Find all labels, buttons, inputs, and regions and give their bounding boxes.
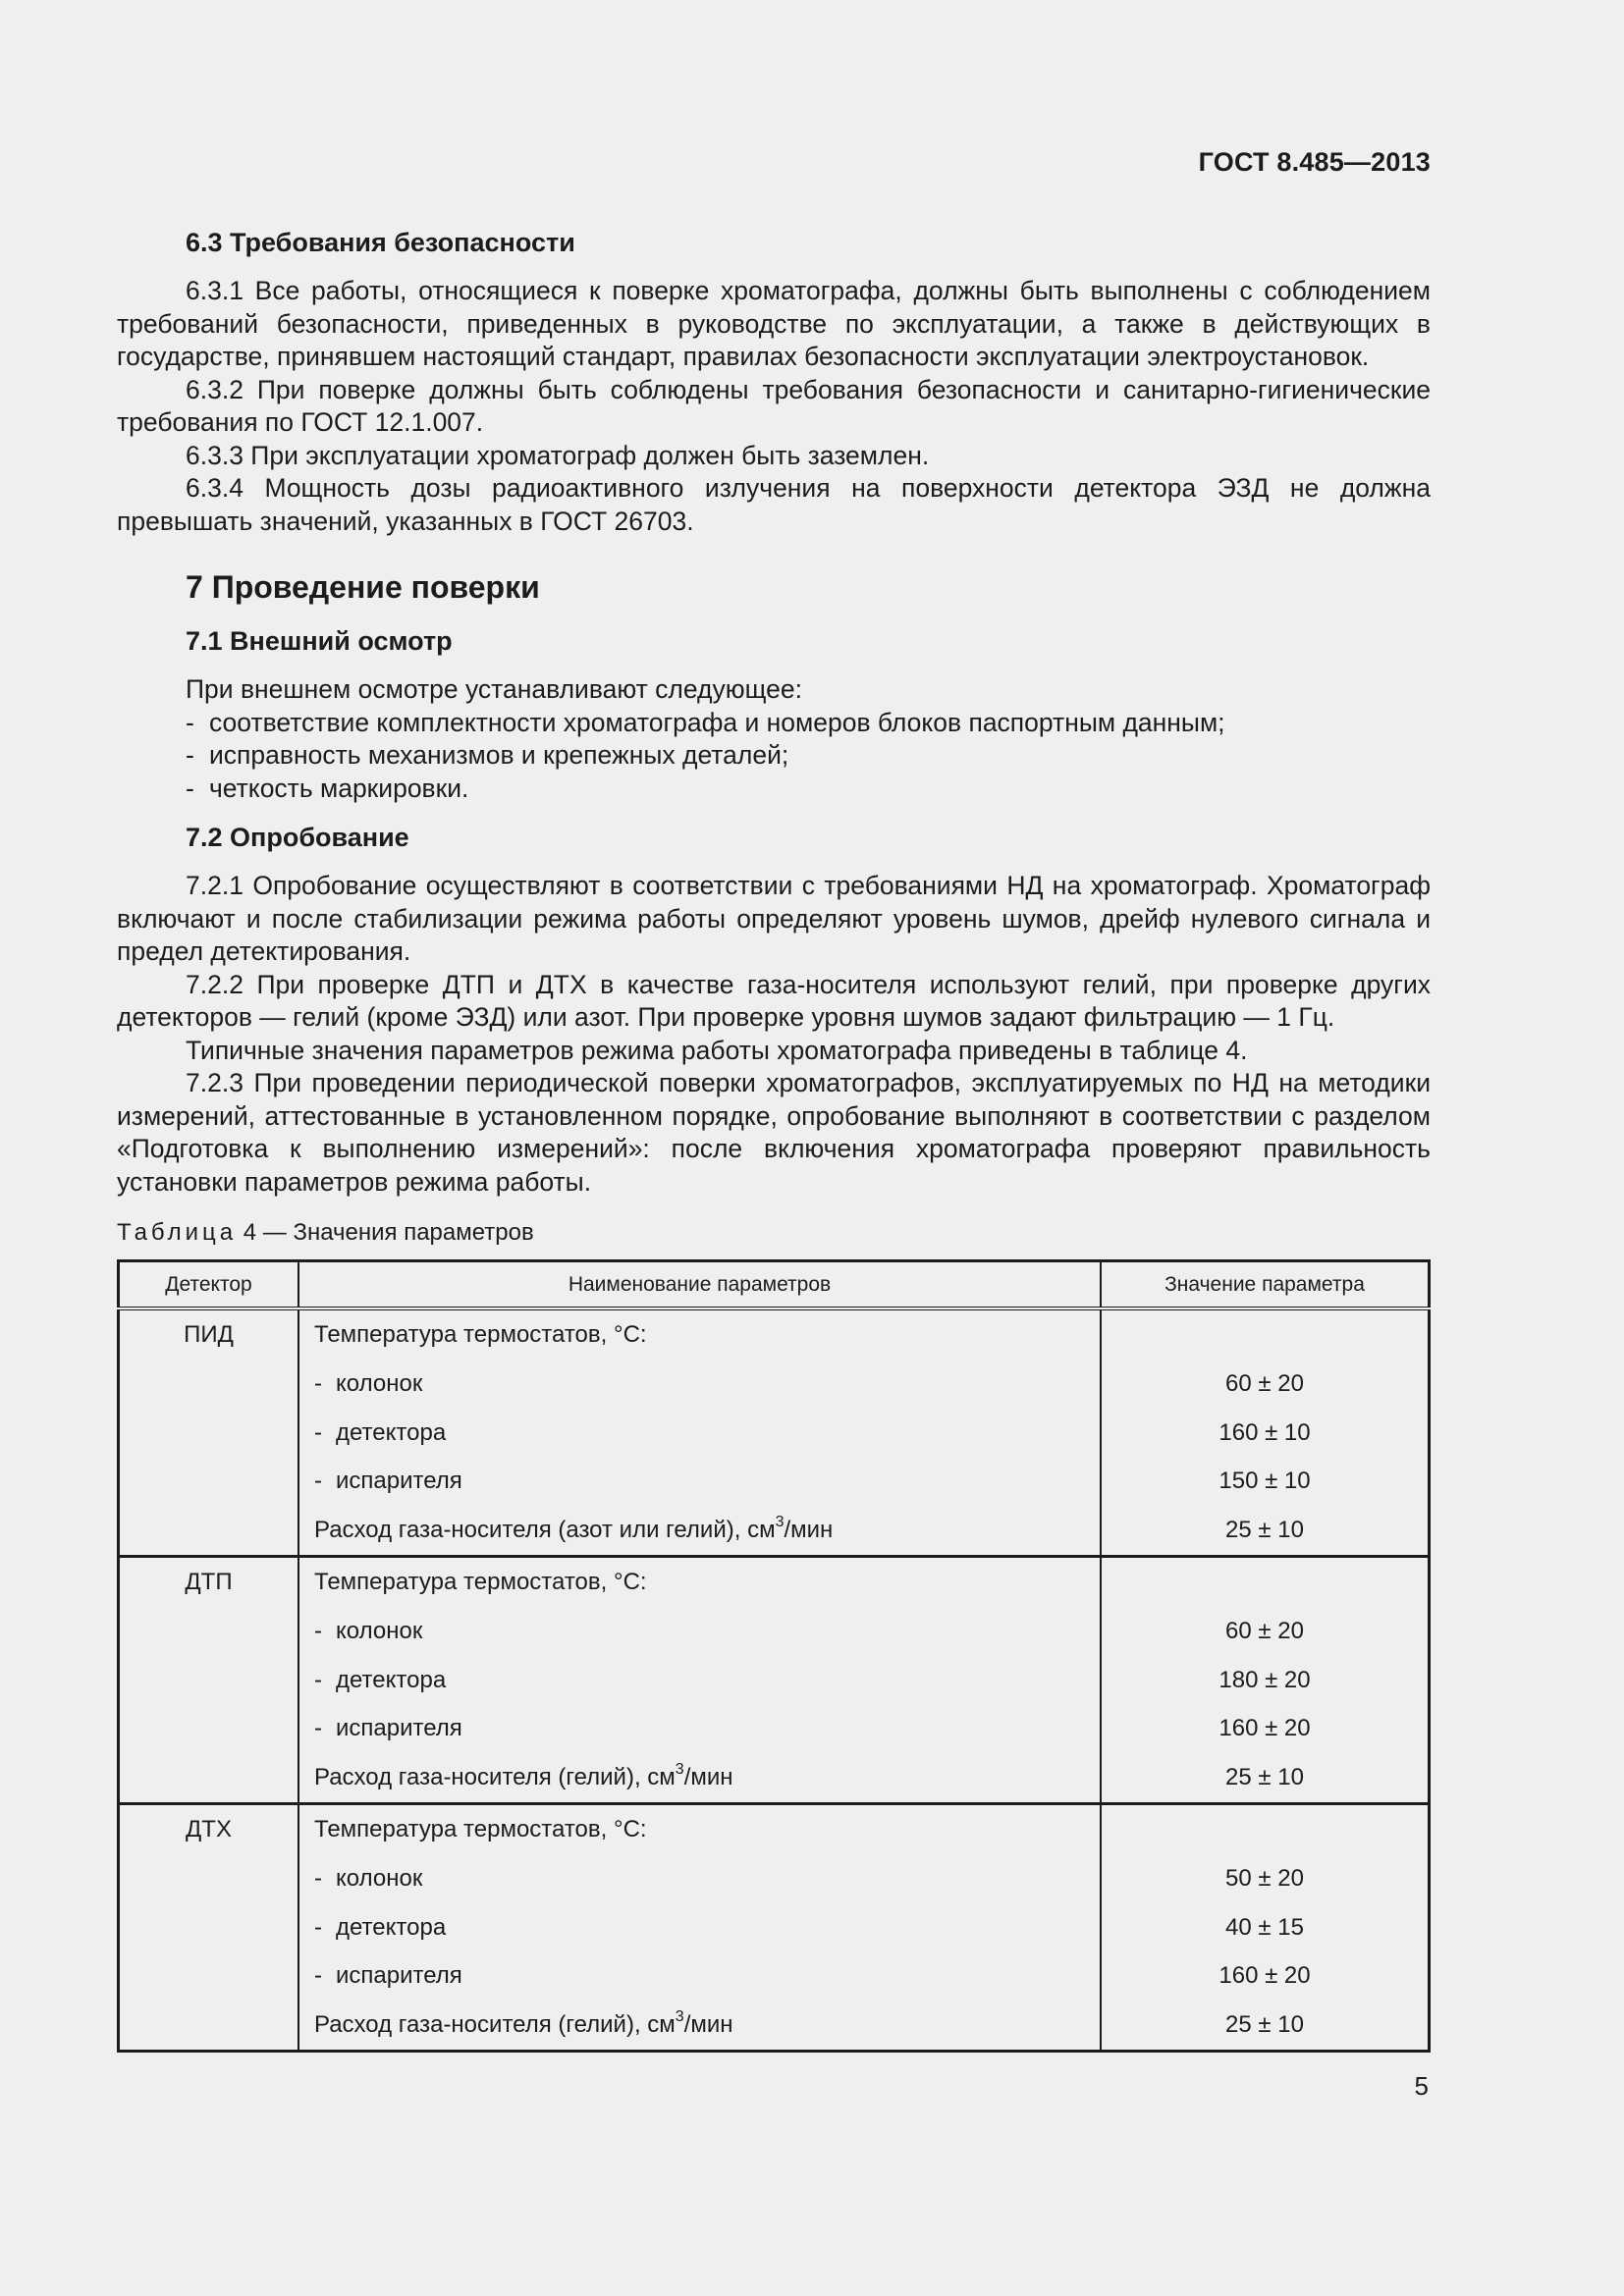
list-item: - четкость маркировки. <box>186 773 1431 806</box>
param-value: 160 ± 20 <box>1218 1962 1311 1990</box>
parameter-values-cell <box>1101 1556 1430 1803</box>
dash-marker: - <box>186 707 194 737</box>
paragraph-6-3-3: 6.3.3 При эксплуатации хроматограф должен быть заземлен. <box>186 440 930 470</box>
param-item: - испарителя <box>314 1715 462 1742</box>
table-caption-label: Таблица <box>117 1219 238 1246</box>
param-item: - детектора <box>314 1418 447 1446</box>
list-item: - соответствие комплектности хроматографа и номеров блоков паспортным данным; <box>186 707 1431 740</box>
detector-cell <box>119 1556 299 1803</box>
flow-label: Расход газа-носителя (азот или гелий), $см^3$/мин <box>314 1514 834 1544</box>
detector-name: ДТХ <box>186 1815 232 1842</box>
param-value: 180 ± 20 <box>1218 1666 1311 1693</box>
table-header-row <box>119 1261 1430 1309</box>
header-parameter-value: Значение параметра <box>1101 1261 1430 1309</box>
table-caption <box>117 1216 1431 1250</box>
section-7-title: 7 Проведение поверки <box>186 569 540 605</box>
detector-cell <box>119 1803 299 2051</box>
flow-value: 25 ± 10 <box>1225 2011 1304 2039</box>
flow-label: Расход газа-носителя (гелий), $см^3$/мин <box>314 1761 733 1791</box>
param-item: - испарителя <box>314 1468 462 1495</box>
temperature-label: Температура термостатов, °С: <box>314 1321 647 1348</box>
dash-marker: - <box>186 740 194 770</box>
header-detector: Детектор <box>119 1261 299 1309</box>
content <box>117 224 1431 2053</box>
list-item: - исправность механизмов и крепежных деталей; <box>186 739 1431 773</box>
parameter-values-cell <box>1101 1308 1430 1556</box>
paragraph-7-2-3: 7.2.3 При проведении периодической поверки хроматографов, эксплуатируемых по НД на методики измерений, аттестованные в установленном порядке, опробование выполняют в соответствии с разделом «Подготовка к выполнению измерений»: после включения хроматографа проверяют правильность установки параметров режима работы. <box>117 1068 1431 1197</box>
flow-label: Расход газа-носителя (гелий), $см^3$/мин <box>314 2008 733 2039</box>
param-item: - колонок <box>314 1864 423 1892</box>
paragraph-6-3-4: 6.3.4 Мощность дозы радиоактивного излучения на поверхности детектора ЭЗД не должна превышать значений, указанных в ГОСТ 26703. <box>117 473 1431 536</box>
detector-name: ДТП <box>185 1568 233 1595</box>
parameter-values-cell <box>1101 1803 1430 2051</box>
parameter-names-cell <box>298 1803 1101 2051</box>
table-row-group <box>119 1803 1430 2051</box>
param-value: 40 ± 15 <box>1225 1913 1304 1941</box>
parameter-names-cell <box>298 1308 1101 1556</box>
param-value: 60 ± 20 <box>1225 1369 1304 1397</box>
dash-marker: - <box>186 773 194 803</box>
parameter-names-cell <box>298 1556 1101 1803</box>
paragraph-7-2-2: 7.2.2 При проверке ДТП и ДТХ в качестве газа-носителя используют гелий, при проверке других детекторов — гелий (кроме ЭЗД) или азот. При проверке уровня шумов задают фильтрацию — 1 Гц. <box>117 969 1431 1032</box>
param-item: - детектора <box>314 1913 447 1941</box>
paragraph-7-2-2-note: Типичные значения параметров режима работы хроматографа приведены в таблице 4. <box>186 1035 1248 1065</box>
section-6-3-title: 6.3 Требования безопасности <box>186 228 575 257</box>
param-item: - испарителя <box>314 1962 462 1990</box>
paragraph-6-3-2: 6.3.2 При поверке должны быть соблюдены требования безопасности и санитарно-гигиенические требования по ГОСТ 12.1.007. <box>117 374 1431 437</box>
section-7-1-title: 7.1 Внешний осмотр <box>186 626 453 656</box>
detector-name: ПИД <box>184 1321 234 1348</box>
header-parameter-name: Наименование параметров <box>298 1261 1101 1309</box>
parameters-table <box>117 1259 1431 2053</box>
paragraph-7-1-intro: При внешнем осмотре устанавливают следующее: <box>186 674 802 704</box>
paragraph-6-3-1: 6.3.1 Все работы, относящиеся к поверке хроматографа, должны быть выполнены с соблюдением требований безопасности, приведенных в руководстве по эксплуатации, а также в действующих в государстве, принявшем настоящий стандарт, правилах безопасности эксплуатации электроустановок. <box>117 276 1431 371</box>
param-item: - детектора <box>314 1666 447 1693</box>
table-caption-text: 4 — Значения параметров <box>243 1219 534 1246</box>
param-item: - колонок <box>314 1369 423 1397</box>
param-item: - колонок <box>314 1617 423 1644</box>
temperature-label: Температура термостатов, °С: <box>314 1815 647 1842</box>
temperature-label: Температура термостатов, °С: <box>314 1568 647 1595</box>
document-id: ГОСТ 8.485—2013 <box>1198 147 1431 177</box>
table-row-group <box>119 1556 1430 1803</box>
param-value: 150 ± 10 <box>1218 1468 1311 1495</box>
param-value: 60 ± 20 <box>1225 1617 1304 1644</box>
flow-value: 25 ± 10 <box>1225 1764 1304 1791</box>
param-value: 50 ± 20 <box>1225 1864 1304 1892</box>
section-7-2-title: 7.2 Опробование <box>186 823 409 852</box>
detector-cell <box>119 1308 299 1556</box>
param-value: 160 ± 10 <box>1218 1418 1311 1446</box>
paragraph-7-2-1: 7.2.1 Опробование осуществляют в соответствии с требованиями НД на хроматограф. Хроматограф включают и после стабилизации режима работы определяют уровень шумов, дрейф нулевого сигнала и предел детектирования. <box>117 871 1431 966</box>
table-row-group <box>119 1308 1430 1556</box>
flow-value: 25 ± 10 <box>1225 1517 1304 1544</box>
param-value: 160 ± 20 <box>1218 1715 1311 1742</box>
page-number: 5 <box>1414 2071 1429 2101</box>
